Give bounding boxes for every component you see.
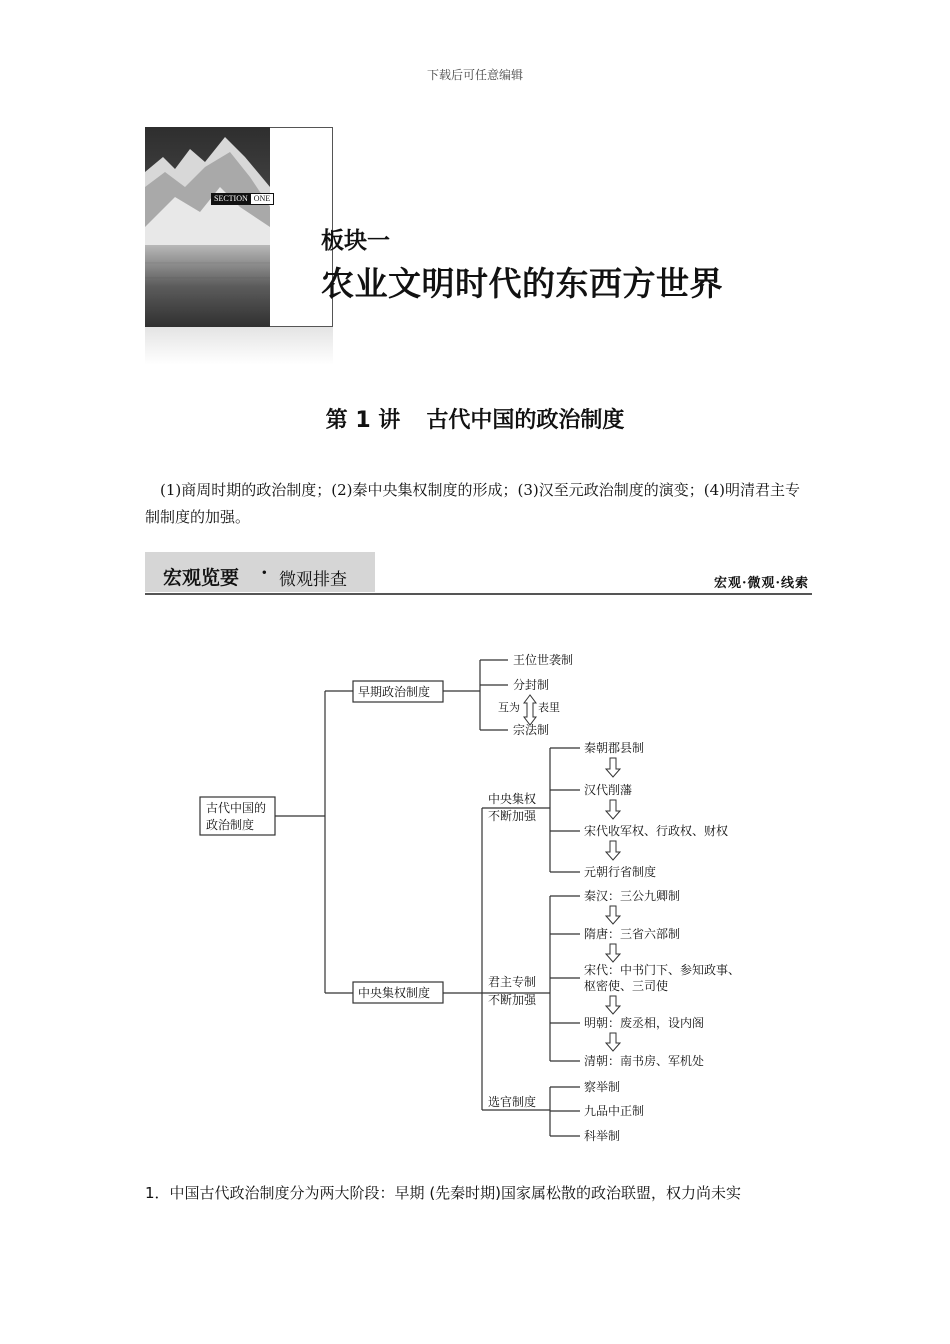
autocracy-item: 枢密使、三司使 — [584, 979, 669, 993]
autocracy-item: 隋唐：三省六部制 — [584, 927, 681, 941]
down-arrow-icon — [606, 906, 620, 924]
down-arrow-icon — [606, 758, 620, 777]
section-tab-main: 宏观览要 — [163, 567, 240, 589]
autocracy-item: 清朝：南书房、军机处 — [584, 1054, 705, 1068]
autocracy-item: 宋代：中书门下、参知政事、 — [584, 963, 741, 977]
centralization-item: 秦朝郡县制 — [584, 741, 645, 755]
point-1: 1．中国古代政治制度分为两大阶段：早期 (先秦时期)国家属松散的政治联盟，权力尚未实 — [145, 1184, 742, 1202]
autocracy-label-line2: 不断加强 — [488, 993, 537, 1007]
early-label: 早期政治制度 — [358, 685, 431, 699]
banner-reflection — [145, 327, 333, 365]
section-tag-word: SECTION — [211, 193, 251, 205]
section-dot: · — [261, 562, 268, 584]
centralization-item: 宋代收军权、行政权、财权 — [584, 824, 729, 838]
autocracy-item: 秦汉：三公九卿制 — [584, 889, 681, 903]
early-item: 分封制 — [513, 678, 550, 692]
double-arrow-icon — [524, 695, 536, 725]
centralization-label-line2: 不断加强 — [488, 809, 537, 823]
down-arrow-icon — [606, 800, 620, 819]
selection-item: 科举制 — [584, 1129, 621, 1143]
section-bar — [145, 550, 812, 596]
relation-right: 表里 — [538, 701, 560, 714]
lesson-title: 古代中国的政治制度 — [426, 408, 625, 433]
root-label-line1: 古代中国的 — [206, 801, 267, 815]
concept-map — [190, 640, 790, 1160]
centralization-item: 元朝行省制度 — [584, 865, 657, 879]
selection-item: 九品中正制 — [584, 1104, 645, 1118]
autocracy-item: 明朝：废丞相，设内阁 — [584, 1016, 705, 1030]
early-item: 宗法制 — [513, 723, 550, 737]
root-label-line2: 政治制度 — [206, 818, 255, 832]
intro-paragraph: (1)商周时期的政治制度；(2)秦中央集权制度的形成；(3)汉至元政治制度的演变；(4)明清君主专制制度的加强。 — [145, 481, 800, 526]
down-arrow-icon — [606, 1033, 620, 1051]
section-tab-sub: 微观排查 — [279, 570, 347, 590]
down-arrow-icon — [606, 944, 620, 962]
lesson-heading — [0, 403, 950, 434]
block-label: 板块一 — [321, 228, 390, 254]
central-label: 中央集权制度 — [358, 986, 431, 1000]
early-item: 王位世袭制 — [513, 653, 574, 667]
section-rule — [145, 593, 812, 595]
section-right-label: 宏观·微观·线索 — [713, 576, 809, 591]
section-tag — [211, 193, 274, 205]
lesson-number: 第 1 讲 — [325, 408, 401, 433]
centralization-item: 汉代削藩 — [584, 783, 633, 797]
section-banner — [145, 127, 805, 367]
header-note: 下载后可任意编辑 — [426, 68, 523, 82]
section-tag-number: ONE — [251, 193, 274, 205]
block-title: 农业文明时代的东西方世界 — [321, 264, 723, 303]
relation-left: 互为 — [498, 701, 520, 714]
down-arrow-icon — [606, 841, 620, 860]
selection-label: 选官制度 — [488, 1095, 537, 1109]
down-arrow-icon — [606, 996, 620, 1014]
selection-item: 察举制 — [584, 1080, 621, 1094]
autocracy-label-line1: 君主专制 — [488, 975, 537, 989]
iceberg-photo — [145, 127, 270, 327]
centralization-label-line1: 中央集权 — [488, 792, 537, 806]
